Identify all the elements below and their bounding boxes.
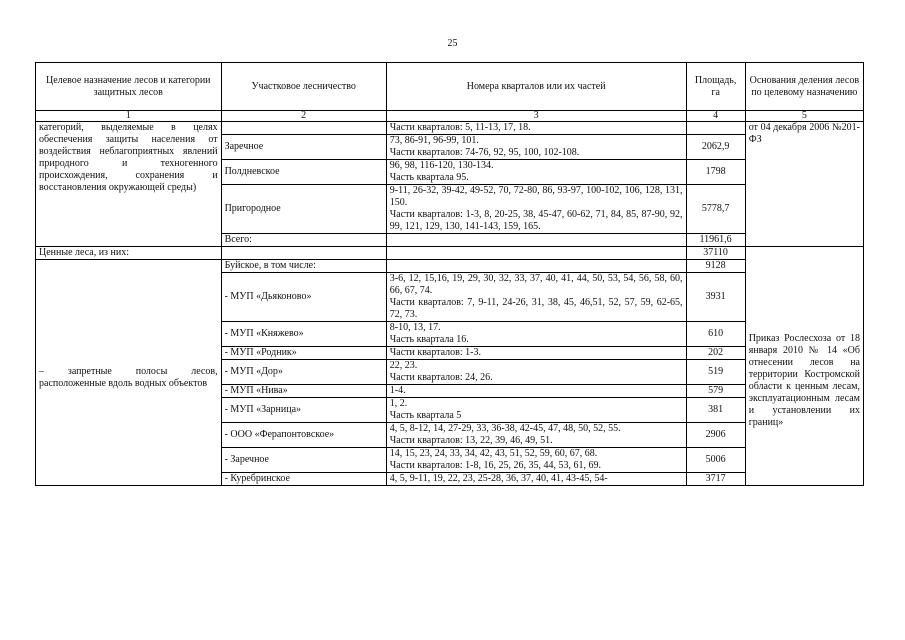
column-number: 4 [686, 111, 745, 122]
category-protective-cell: категорий, выделяемые в целях обеспечения защиты населения от воздействия неблагоприятных явлений природного и техногенного происхождения, сохранения и восстановления окружающей среды) [36, 122, 222, 247]
quarters-line: Части кварталов: 1-3, 8, 20-25, 38, 45-47, 60-62, 71, 84, 85, 87-90, 92, 99, 121, 129, 130, 141-143, 159, 165. [389, 209, 683, 232]
forestry-cell: Всего: [221, 234, 386, 247]
quarters-line: Части кварталов: 24, 26. [389, 372, 493, 383]
area-cell: 5006 [686, 448, 745, 473]
quarters-line: Части кварталов: 1-8, 16, 25, 26, 35, 44, 53, 61, 69. [389, 460, 601, 471]
quarters-line: 96, 98, 116-120, 130-134. [389, 160, 494, 171]
forestry-cell: - Заречное [221, 448, 386, 473]
column-number-row [36, 111, 864, 122]
forestry-cell: - Куребринское [221, 473, 386, 486]
quarters-cell [386, 122, 686, 135]
quarters-line: Части кварталов: 13, 22, 39, 46, 49, 51. [389, 435, 553, 446]
area-cell: 610 [686, 322, 745, 347]
quarters-cell [386, 185, 686, 234]
area-cell: 5778,7 [686, 185, 745, 234]
forestry-cell: - МУП «Нива» [221, 385, 386, 398]
forestry-cell [221, 122, 386, 135]
area-cell: 2062,9 [686, 135, 745, 160]
quarters-line: 8-10, 13, 17. [389, 322, 441, 333]
basis-cell: Приказ Рослесхоза от 18 января 2010 № 14 «Об отнесении лесов на территории Костромской области к ценным лесам, эксплуатационным лесам и установлении их границ» [745, 247, 863, 486]
quarters-cell [386, 360, 686, 385]
quarters-cell: 1-4. [386, 385, 686, 398]
quarters-cell [386, 247, 686, 260]
quarters-line: Части кварталов: 74-76, 92, 95, 100, 102-108. [389, 147, 580, 158]
header-basis: Основания деления лесов по целевому назначению [745, 63, 863, 111]
area-cell: 202 [686, 347, 745, 360]
forestry-cell: - ООО «Ферапонтовское» [221, 423, 386, 448]
quarters-line: 22, 23. [389, 360, 418, 371]
header-purpose: Целевое назначение лесов и категории защитных лесов [36, 63, 222, 111]
category-water-protection-cell: – запретные полосы лесов, расположенные вдоль водных объектов [36, 260, 222, 486]
column-number: 1 [36, 111, 222, 122]
table-header-row [36, 63, 864, 111]
quarters-cell [386, 160, 686, 185]
quarters-cell [386, 322, 686, 347]
forestry-cell: Заречное [221, 135, 386, 160]
quarters-line: 1, 2. [389, 398, 408, 409]
quarters-cell [386, 135, 686, 160]
column-number: 5 [745, 111, 863, 122]
page-number: 25 [447, 38, 458, 49]
quarters-line: Части кварталов: 5, 11-13, 17, 18. [389, 122, 531, 133]
quarters-cell [386, 234, 686, 247]
area-cell: 1798 [686, 160, 745, 185]
forestry-cell: Буйское, в том числе: [221, 260, 386, 273]
quarters-line: 73, 86-91, 96-99, 101. [389, 135, 479, 146]
forestry-cell: - МУП «Родник» [221, 347, 386, 360]
area-cell: 3717 [686, 473, 745, 486]
quarters-line: 14, 15, 23, 24, 33, 34, 42, 43, 51, 52, 59, 60, 67, 68. [389, 448, 598, 459]
quarters-line: 4, 5, 8-12, 14, 27-29, 33, 36-38, 42-45, 47, 48, 50, 52, 55. [389, 423, 621, 434]
header-forestry: Участковое лесничество [221, 63, 386, 111]
quarters-cell [386, 260, 686, 273]
header-quarters: Номера кварталов или их частей [386, 63, 686, 111]
quarters-cell [386, 473, 686, 486]
quarters-cell: Части кварталов: 1-3. [386, 347, 686, 360]
forestry-cell [221, 247, 386, 260]
area-cell: 9128 [686, 260, 745, 273]
quarters-line: 9-11, 26-32, 39-42, 49-52, 70, 72-80, 86, 93-97, 100-102, 106, 128, 131, 150. [389, 185, 683, 208]
forestry-cell: - МУП «Княжево» [221, 322, 386, 347]
quarters-line: 3-6, 12, 15,16, 19, 29, 30, 32, 33, 37, 40, 41, 44, 50, 53, 54, 56, 58, 60, 66, 67, 74. [389, 273, 683, 296]
table-row [36, 122, 864, 135]
area-cell: 519 [686, 360, 745, 385]
quarters-line: Часть квартала 95. [389, 172, 469, 183]
quarters-line: Часть квартала 5 [389, 410, 462, 421]
forestry-cell: - МУП «Зарница» [221, 398, 386, 423]
table-row [36, 247, 864, 260]
area-cell: 3931 [686, 273, 745, 322]
area-cell: 381 [686, 398, 745, 423]
valuable-forests-label: Ценные леса, из них: [36, 247, 222, 260]
forestry-cell: Полдневское [221, 160, 386, 185]
area-cell: 579 [686, 385, 745, 398]
area-cell [686, 122, 745, 135]
forestry-cell: - МУП «Дор» [221, 360, 386, 385]
header-area: Площадь, га [686, 63, 745, 111]
quarters-cell [386, 398, 686, 423]
basis-cell: от 04 декабря 2006 №201-ФЗ [745, 122, 863, 247]
quarters-cell [386, 448, 686, 473]
area-cell: 2906 [686, 423, 745, 448]
area-cell: 37110 [686, 247, 745, 260]
quarters-line: Части кварталов: 7, 9-11, 24-26, 31, 38, 45, 46,51, 52, 57, 59, 62-65, 72, 73. [389, 297, 683, 320]
forest-purpose-table [35, 62, 864, 486]
forestry-cell: - МУП «Дьяконово» [221, 273, 386, 322]
column-number: 2 [221, 111, 386, 122]
quarters-line: Часть квартала 16. [389, 334, 469, 345]
total-area-cell: 11961,6 [686, 234, 745, 247]
quarters-cell [386, 423, 686, 448]
quarters-cell [386, 273, 686, 322]
column-number: 3 [386, 111, 686, 122]
table-row [36, 260, 864, 273]
quarters-line: 4, 5, 9-11, 19, 22, 23, 25-28, 36, 37, 40, 41, 43-45, 54- [389, 473, 608, 484]
forestry-cell: Пригородное [221, 185, 386, 234]
